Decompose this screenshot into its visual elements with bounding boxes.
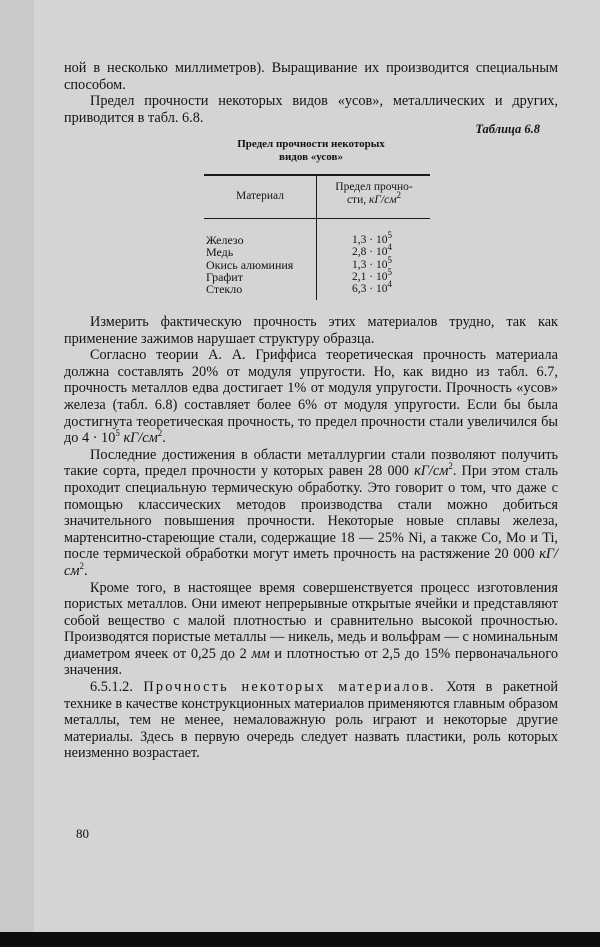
table-row [204,242,430,260]
table-title-line1: Предел прочности некоторых [237,138,385,150]
intro-text [64,60,558,126]
strength-value: $2,1 \cdot 10^5$ [352,267,392,283]
table-row [204,230,430,247]
table-top-rule [204,174,430,176]
strength-value: $2,8 \cdot 10^4$ [352,242,392,259]
paragraph-measurement: Измерить фактическую прочность этих материалов трудно, так как применение зажимов нарушает структуру образца. [64,314,558,347]
column-header-strength-line1: Предел прочно- [335,181,413,193]
column-header-material: Материал [235,190,284,202]
strength-value: $6,3 \cdot 10^4$ [352,279,392,296]
strength-value: $1,3 \cdot 10^5$ [352,230,392,246]
table-caption: Таблица 6.8 [475,122,540,136]
paragraph-continued: ной в несколько миллиметров). Выращивание их производится специальным способом. [64,60,558,93]
paragraph-steel: Последние достижения в области металлургии стали позволяют получить такие сорта, предел прочности у которых равен 28 000 $кГ/см^2$. При этом сталь проходит специальную термическую обработку. Это говорит о том, что даже с помощью классических методов производства стали можно добиться значительного повышения прочности. Некоторые новые сплавы железа, мартенситно-стареющие стали, содержащие 18 — 25% Ni, а также Co, Mo и Ti, после термической обработки могут иметь прочность на растяжение 20 000 $кГ/см^2$. [64,446,558,579]
table-body [204,230,430,297]
material-name: Железо [206,233,244,247]
table-header-rule [204,218,430,219]
section-heading: Прочность некоторых материалов. [143,679,436,696]
material-name: Графит [206,269,243,284]
paragraph-porous-metals: Кроме того, в настоящее время совершенствуется процесс изготовления пористых металлов. Они имеют непрерывные открытые ячейки и представляют собой вещество с малой плотностью и сравнительно высокой прочностью. Производятся пористые металлы — никель, медь и вольфрам — с номинальным диаметром ячеек от 0,25 до 2 мм и плотностью от 2,5 до 15% первоначального значения. [64,579,558,679]
paragraph-table-intro: Предел прочности некоторых видов «усов», металлических и других, приводится в табл. 6.8. [64,93,558,126]
material-name: Стекло [206,282,243,297]
body-text [64,314,558,762]
material-name: Медь [206,245,234,260]
page-number: 80 [76,826,89,841]
section-number: 6.5.1.2. [90,679,133,696]
paragraph-section-6-5-1-2: 6.5.1.2. Прочность некоторых материалов. Хотя в ракетной технике в качестве конструкционных материалов применяются главным образом металлы, тем не менее, немаловажную роль играют и некоторые другие материалы. Здесь в первую очередь следует назвать пластики, роль которых неизменно возрастает. [64,679,558,762]
table-title [196,138,426,164]
column-header-strength [318,181,430,207]
strength-value: $1,3 \cdot 10^5$ [352,254,392,271]
material-name: Окись алюминия [206,257,294,272]
column-header-strength-line2: сти, $кГ/см^2$ [346,190,402,206]
table-title-line2: видов «усов» [279,151,343,163]
paragraph-griffith: Согласно теории А. А. Гриффиса теоретическая прочность материала должна составлять 20% от модуля упругости. Но, как видно из табл. 6.7, прочность металлов едва достигает 1% от модуля упругости. Прочность «усов» железа (табл. 6.8) составляет более 6% от модуля упругости. Если бы была достигнута теоретическая прочность, то предел прочности стали увеличился бы до $4 \cdot 10^5$ $кГ/см^2$. [64,347,558,447]
scan-bottom-edge [0,932,600,947]
table-row [204,279,430,297]
strength-table [204,174,430,300]
